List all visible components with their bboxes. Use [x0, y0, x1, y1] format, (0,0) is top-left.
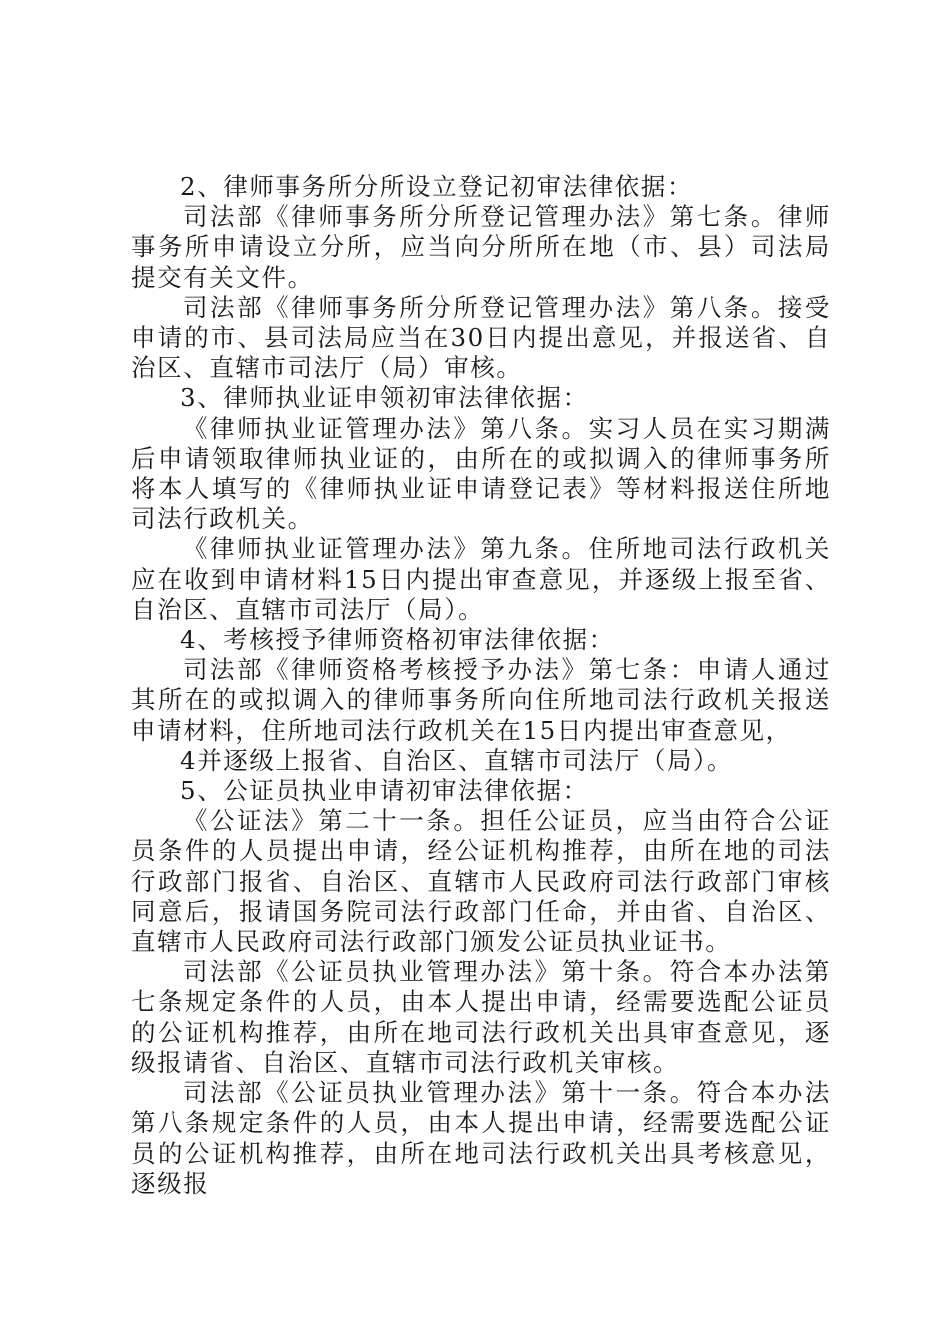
- paragraph: 司法部《公证员执业管理办法》第十一条。符合本办法第八条规定条件的人员，由本人提出申请，经需要选配公证员的公证机构推荐，由所在地司法行政机关出具考核意见，逐级报: [131, 1078, 831, 1198]
- paragraph: 司法部《律师资格考核授予办法》第七条：申请人通过其所在的或拟调入的律师事务所向住所地司法行政机关报送申请材料，住所地司法行政机关在15日内提出审查意见，: [131, 655, 831, 745]
- document-body: [131, 172, 831, 1199]
- paragraph-continuation: 4并逐级上报省、自治区、直辖市司法厅（局）。: [180, 745, 734, 775]
- paragraph: 司法部《公证员执业管理办法》第十条。符合本办法第七条规定条件的人员，由本人提出申请，经需要选配公证员的公证机构推荐，由所在地司法行政机关出具审查意见，逐级报请省、自治区、直辖市司法行政机关审核。: [131, 957, 831, 1077]
- paragraph: 《律师执业证管理办法》第八条。实习人员在实习期满后申请领取律师执业证的，由所在的或拟调入的律师事务所将本人填写的《律师执业证申请登记表》等材料报送住所地司法行政机关。: [131, 413, 831, 534]
- section-heading-4: 4、考核授予律师资格初审法律依据：: [180, 625, 615, 655]
- section-heading-5: 5、公证员执业申请初审法律依据：: [180, 776, 589, 806]
- paragraph: 《律师执业证管理办法》第九条。住所地司法行政机关应在收到申请材料15日内提出审查意见，并逐级上报至省、自治区、直辖市司法厅（局）。: [131, 534, 831, 624]
- paragraph: 司法部《律师事务所分所登记管理办法》第七条。律师事务所申请设立分所，应当向分所所在地（市、县）司法局提交有关文件。: [131, 202, 831, 292]
- section-heading-3: 3、律师执业证申领初审法律依据：: [180, 383, 589, 413]
- section-heading-2: 2、律师事务所分所设立登记初审法律依据：: [180, 172, 694, 201]
- paragraph: 《公证法》第二十一条。担任公证员，应当由符合公证员条件的人员提出申请，经公证机构推荐，由所在地的司法行政部门报省、自治区、直辖市人民政府司法行政部门审核同意后，报请国务院司法行政部门任命，并由省、自治区、直辖市人民政府司法行政部门颁发公证员执业证书。: [131, 806, 831, 957]
- paragraph: 司法部《律师事务所分所登记管理办法》第八条。接受申请的市、县司法局应当在30日内提出意见，并报送省、自治区、直辖市司法厅（局）审核。: [131, 292, 831, 383]
